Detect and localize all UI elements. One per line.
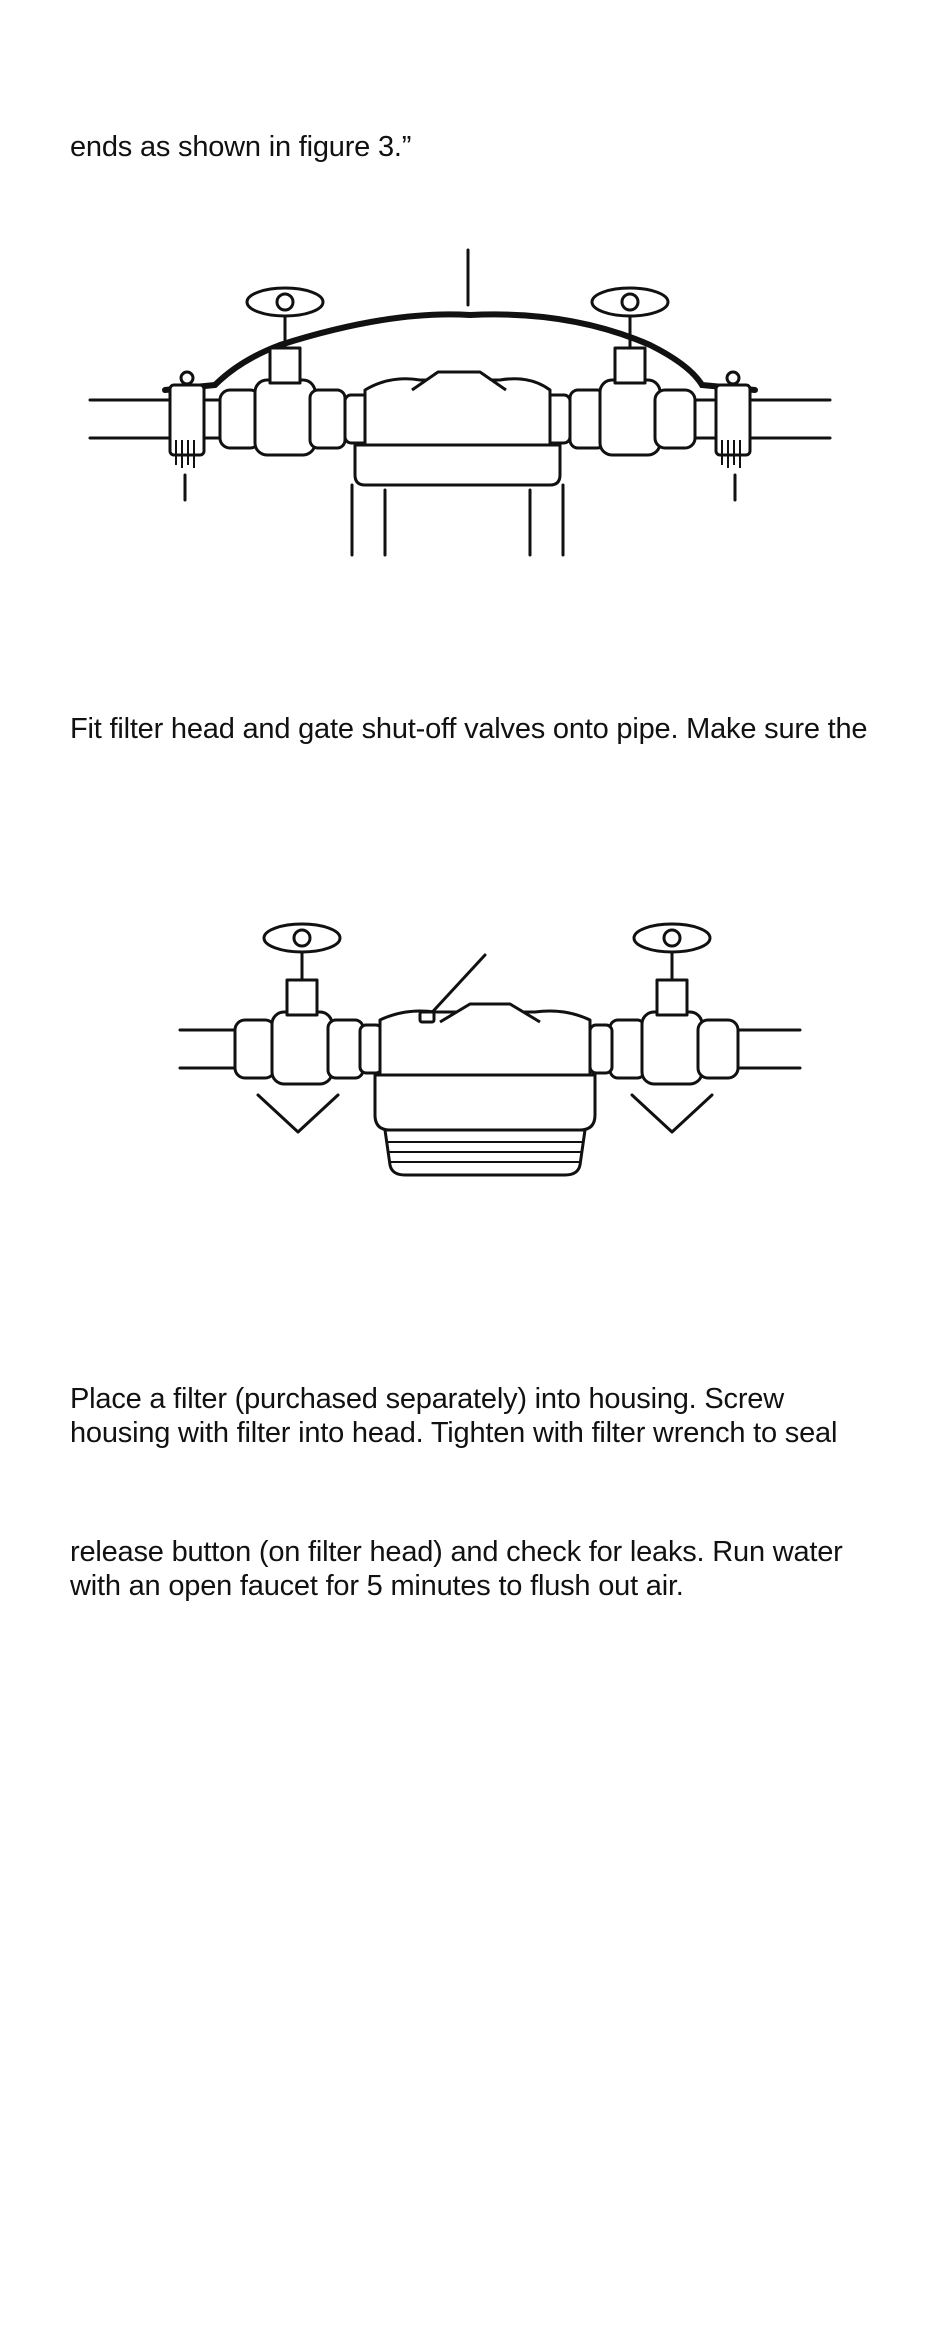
text-line: Fit filter head and gate shut-off valves onto pipe. Make sure the: [70, 713, 868, 745]
paragraph-figure-reference: [70, 130, 930, 164]
filter-head: [345, 372, 570, 485]
gate-valve-left: [235, 924, 363, 1084]
ground-clamp-right: [716, 372, 750, 468]
pipe-left: [90, 400, 240, 438]
filter-housing: [352, 485, 563, 555]
gate-valve-left: [220, 288, 345, 455]
pipe-right: [675, 400, 830, 438]
flow-arrow-right: [632, 1095, 712, 1132]
text-line: ends as shown in figure 3.”: [70, 131, 412, 163]
pressure-release-button: [420, 1012, 434, 1022]
ground-clamp-left: [170, 372, 204, 468]
pipe-right: [735, 1030, 800, 1068]
text-line: housing with filter into head. Tighten with filter wrench to seal: [70, 1417, 838, 1449]
paragraph-place-filter: [70, 1382, 930, 1450]
gate-valve-right: [610, 924, 738, 1084]
text-line: Place a filter (purchased separately) into housing. Screw: [70, 1383, 784, 1415]
gate-valve-right: [570, 288, 695, 455]
text-line: with an open faucet for 5 minutes to flush out air.: [70, 1570, 684, 1602]
filter-grounding-diagram-icon: [90, 240, 830, 560]
paragraph-fit-filter-head: [70, 712, 930, 746]
flow-arrow-left: [258, 1095, 338, 1132]
paragraph-release-button: [70, 1535, 930, 1603]
filter-head: [360, 1004, 612, 1175]
filter-head-valves-diagram-icon: [180, 920, 800, 1190]
pipe-left: [180, 1030, 240, 1068]
text-line: release button (on filter head) and check for leaks. Run water: [70, 1536, 843, 1568]
